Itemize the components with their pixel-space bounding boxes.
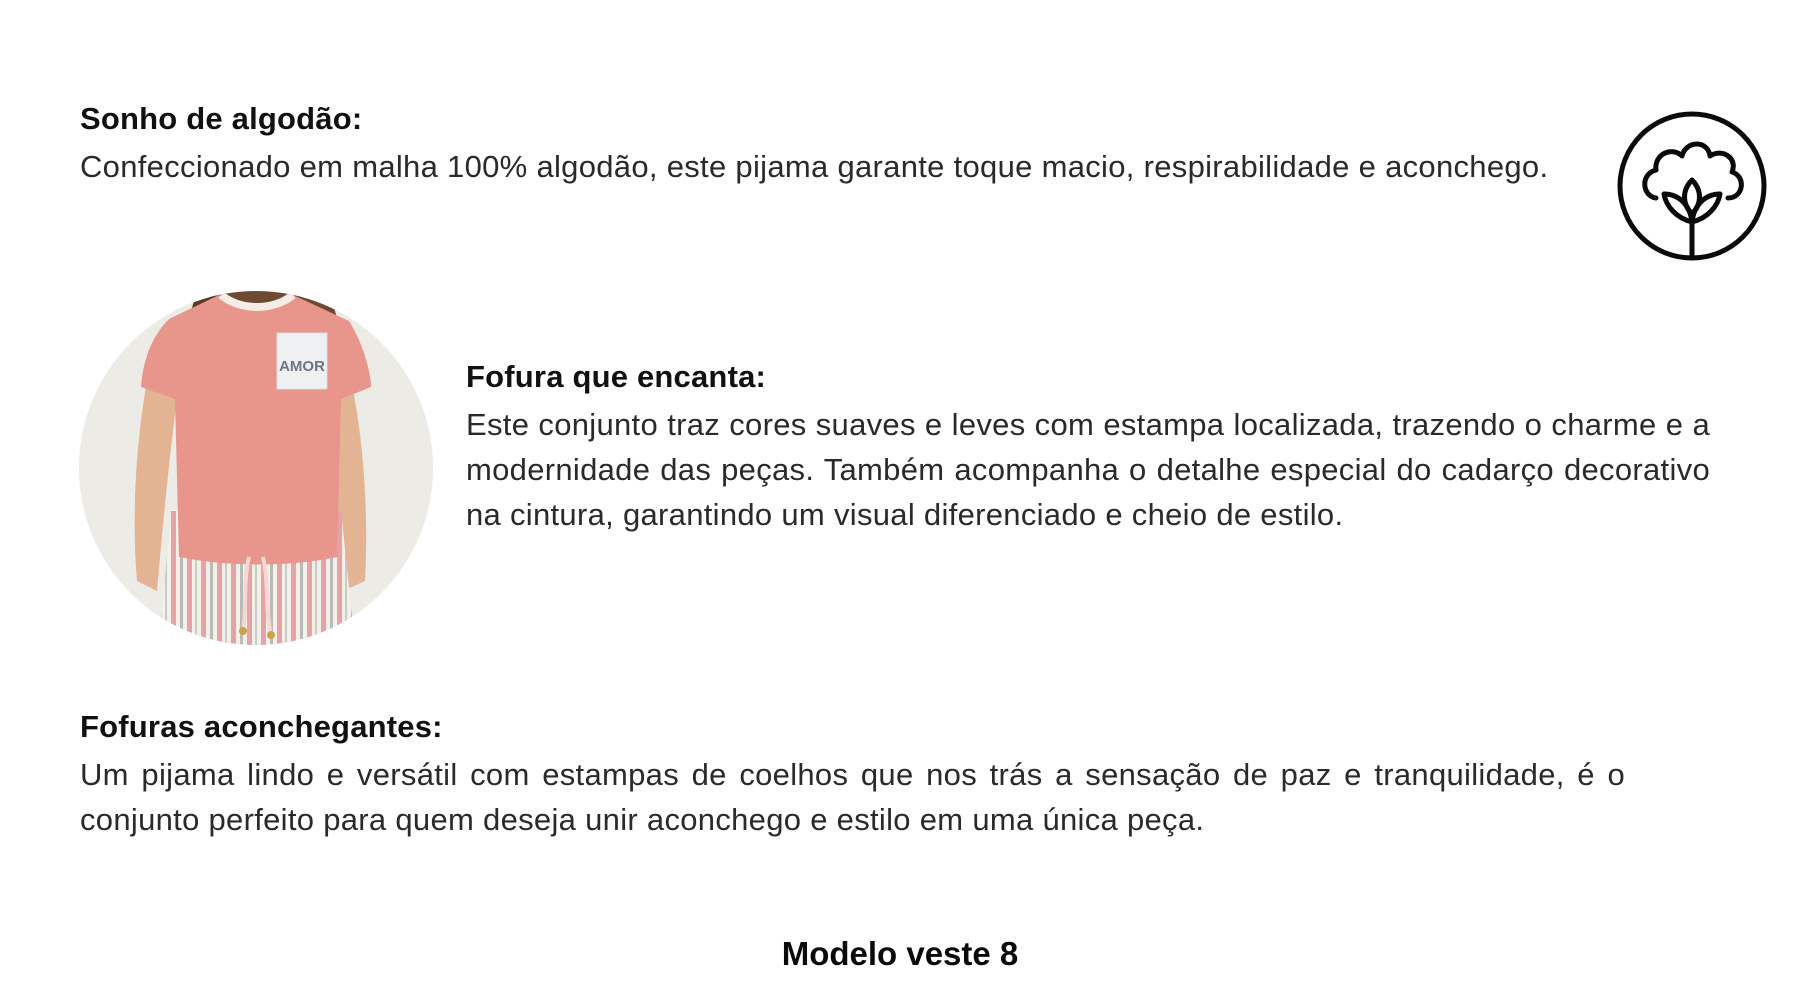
section-cotton-text: Confeccionado em malha 100% algodão, este pijama garante toque macio, respirabilidade e aconchego. xyxy=(80,149,1549,184)
size-note: Modelo veste 8 xyxy=(781,935,1019,972)
section-cozy xyxy=(80,704,1625,842)
section-cotton xyxy=(80,96,1550,189)
section-cotton-title: Sonho de algodão: xyxy=(80,101,363,136)
product-photo xyxy=(79,291,433,645)
shirt-print-text: AMOR xyxy=(279,358,325,375)
section-charm-title: Fofura que encanta: xyxy=(466,359,767,394)
section-cozy-text: Um pijama lindo e versátil com estampas de coelhos que nos trás a sensação de paz e tranquilidade, é o conjunto perfeito para quem deseja unir aconchego e estilo em uma única peça. xyxy=(80,757,1625,837)
section-cozy-title: Fofuras aconchegantes: xyxy=(80,709,443,744)
section-charm xyxy=(466,354,1710,537)
section-charm-text: Este conjunto traz cores suaves e leves com estampa localizada, trazendo o charme e a modernidade das peças. Também acompanha o detalhe especial do cadarço decorativo na cintura, garantindo um visual diferenciado e cheio de estilo. xyxy=(466,407,1710,532)
cotton-flower-icon xyxy=(1616,110,1768,262)
